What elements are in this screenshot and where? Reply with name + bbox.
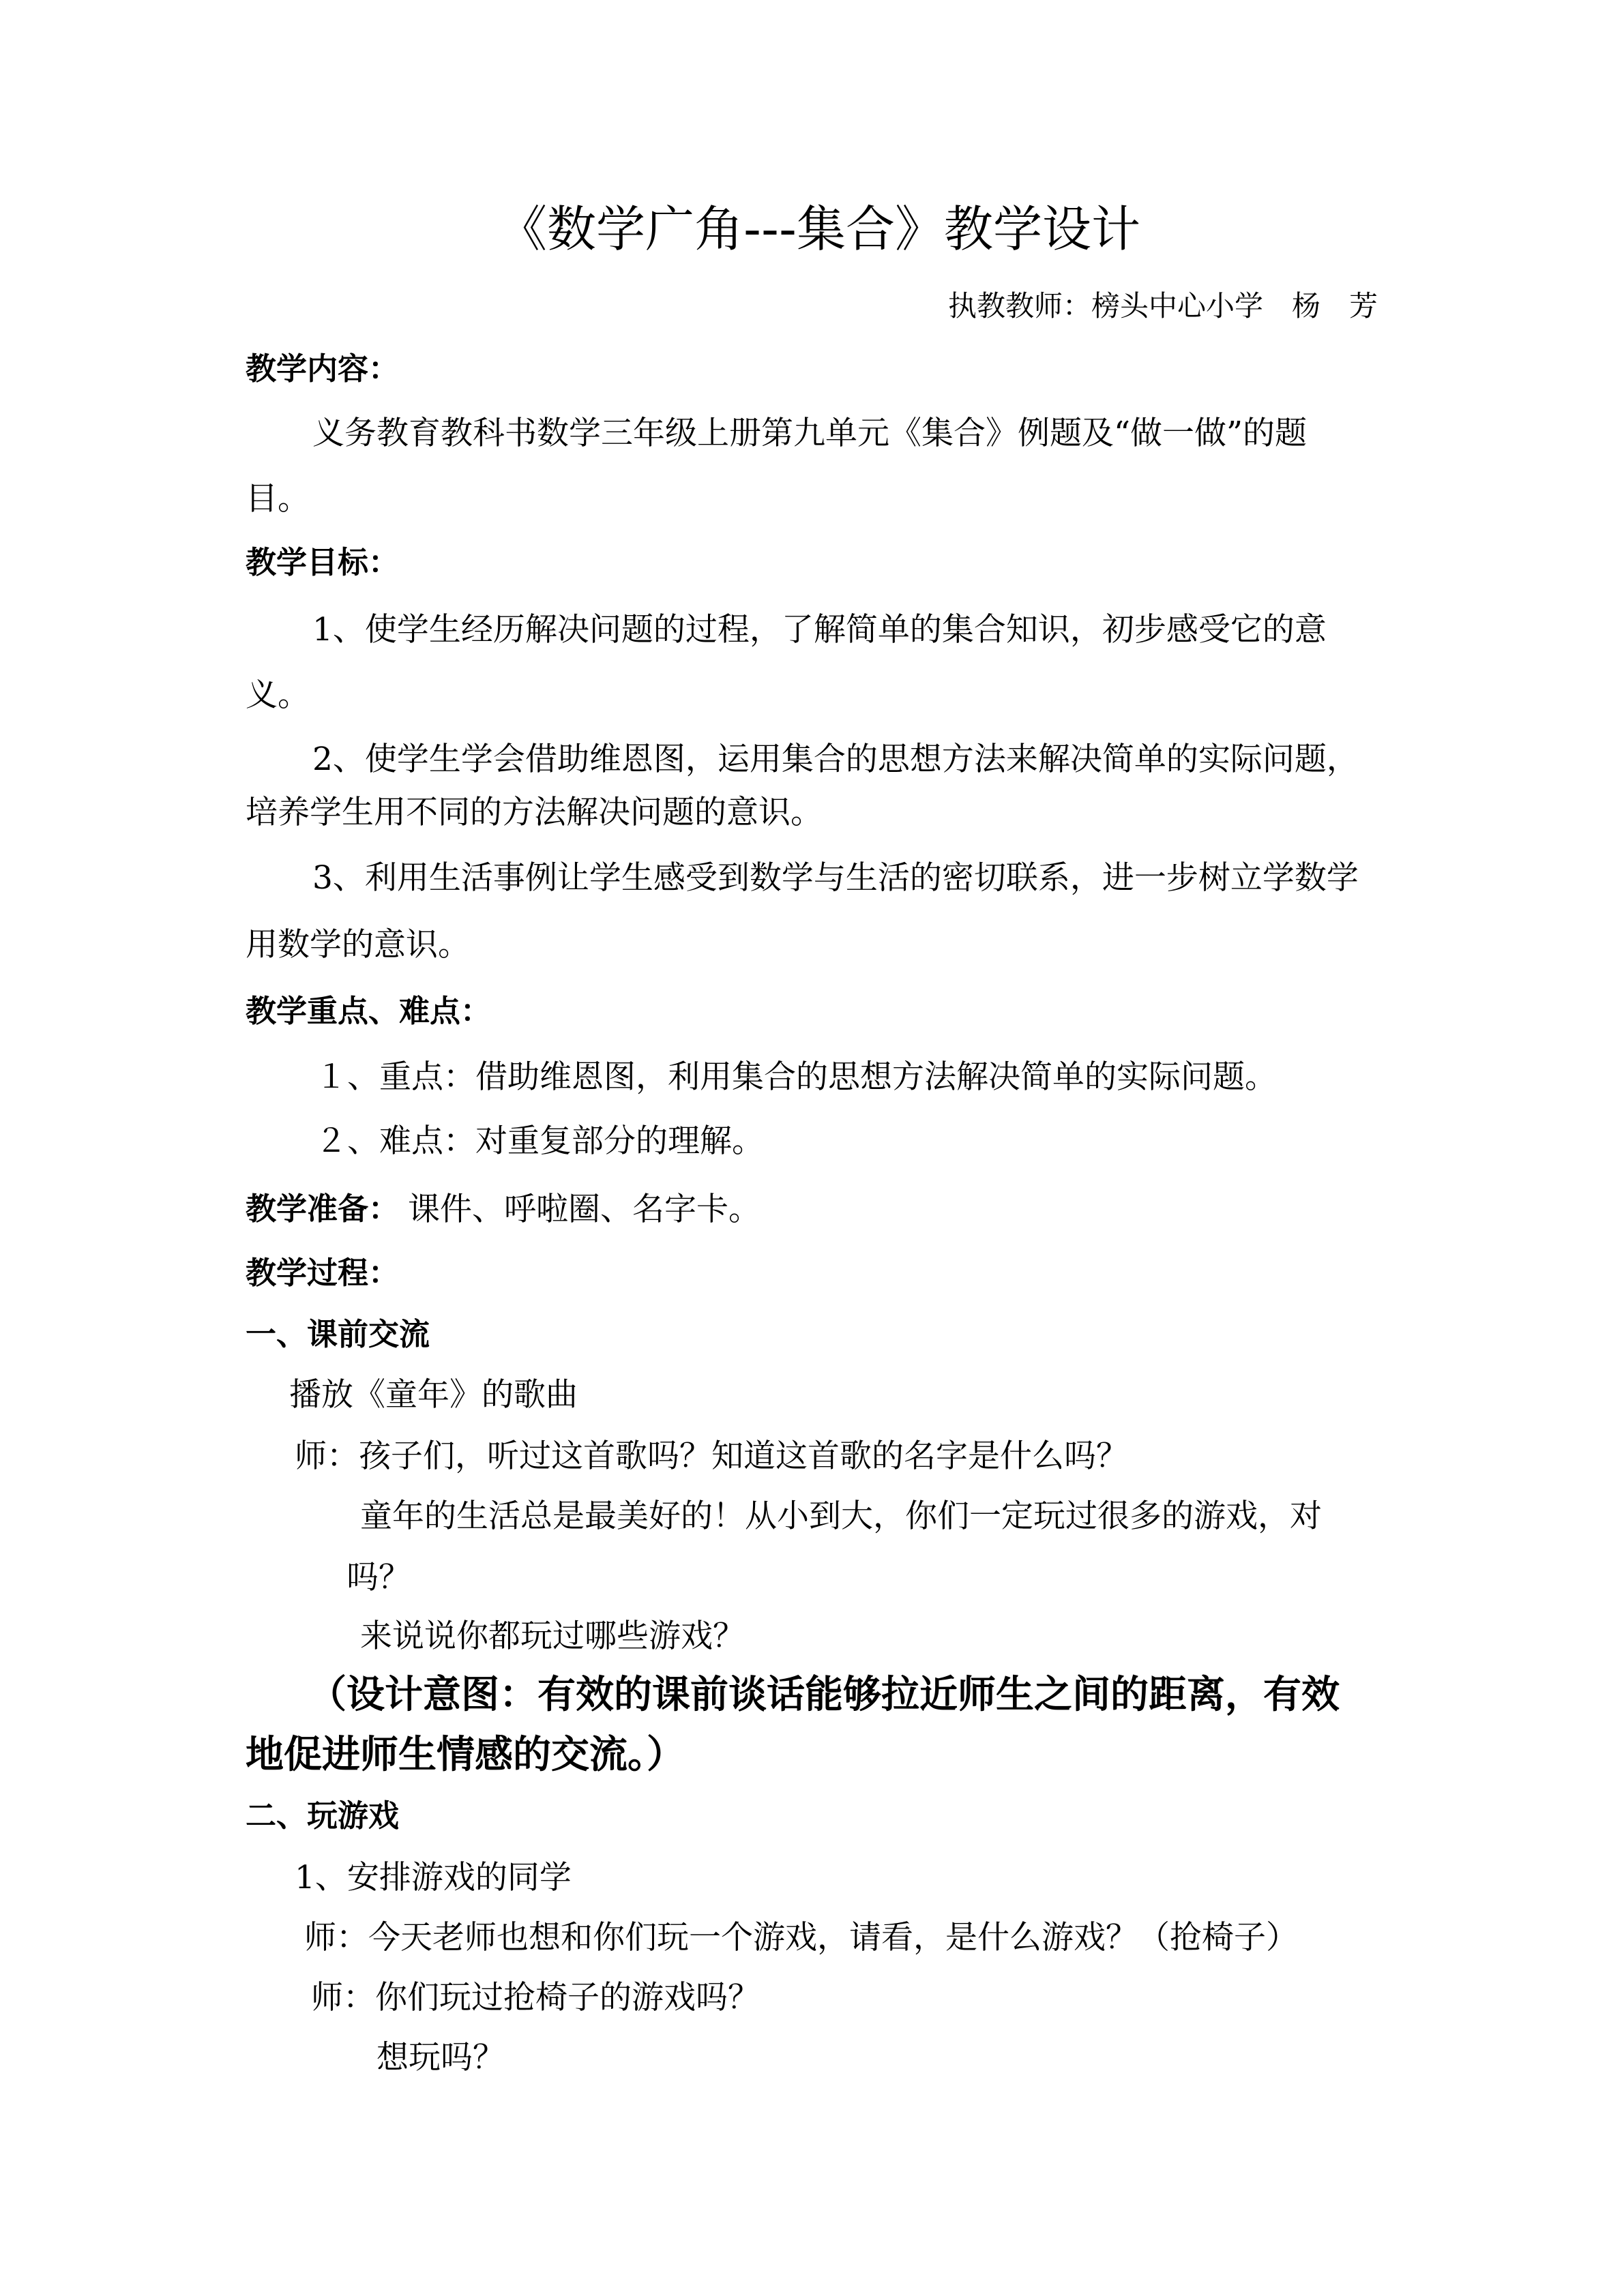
goal-item-2: 2、使学生学会借助维恩图，运用集合的思想方法来解决简单的实际问题， [312, 741, 1359, 778]
section2-line: 1、安排游戏的同学 [295, 1859, 572, 1896]
content-text-line: 义务教育教科书数学三年级上册第九单元《集合》例题及“做一做”的题 [312, 415, 1308, 452]
design-intent-line: 地促进师生情感的交流。） [246, 1733, 685, 1777]
section2-line: 师：今天老师也想和你们玩一个游戏，请看，是什么游戏？（抢椅子） [304, 1919, 1298, 1956]
design-intent-line: （设计意图：有效的课前谈话能够拉近师生之间的距离，有效 [308, 1673, 1340, 1717]
section2-line: 师：你们玩过抢椅子的游戏吗？ [311, 1979, 760, 2016]
author-line: 执教教师：榜头中心小学 杨 芳 [948, 289, 1378, 323]
section1-line: 来说说你都玩过哪些游戏？ [360, 1617, 745, 1655]
goal-item-1: 1、使学生经历解决问题的过程，了解简单的集合知识，初步感受它的意 [312, 611, 1327, 648]
preparation-heading: 教学准备： [246, 1191, 400, 1227]
section2-heading: 二、玩游戏 [246, 1798, 400, 1834]
content-text-line: 目。 [246, 480, 310, 518]
key-point-1: １、重点：借助维恩图，利用集合的思想方法解决简单的实际问题。 [315, 1058, 1277, 1096]
section1-heading: 一、课前交流 [246, 1316, 430, 1352]
section1-line: 吗？ [346, 1559, 411, 1596]
preparation-text: 课件、呼啦圈、名字卡。 [408, 1191, 761, 1228]
goal-item-3-cont: 用数学的意识。 [246, 926, 470, 964]
content-heading: 教学内容： [246, 351, 400, 387]
goal-item-3: 3、利用生活事例让学生感受到数学与生活的密切联系，进一步树立学数学 [312, 859, 1359, 897]
goal-item-2-cont: 培养学生用不同的方法解决问题的意识。 [246, 794, 823, 831]
key-point-2: ２、难点：对重复部分的理解。 [315, 1122, 764, 1160]
section2-line: 想玩吗？ [377, 2039, 505, 2076]
process-heading: 教学过程： [246, 1255, 400, 1291]
goals-heading: 教学目标： [246, 544, 400, 580]
section1-line: 童年的生活总是最美好的！从小到大，你们一定玩过很多的游戏，对 [360, 1497, 1322, 1535]
goal-item-1-cont: 义。 [246, 676, 310, 714]
section1-line: 播放《童年》的歌曲 [289, 1376, 578, 1414]
section1-line: 师：孩子们，听过这首歌吗？知道这首歌的名字是什么吗？ [295, 1437, 1128, 1475]
document-title: 《数学广角---集合》教学设计 [498, 200, 1140, 258]
key-points-heading: 教学重点、难点： [246, 993, 492, 1029]
